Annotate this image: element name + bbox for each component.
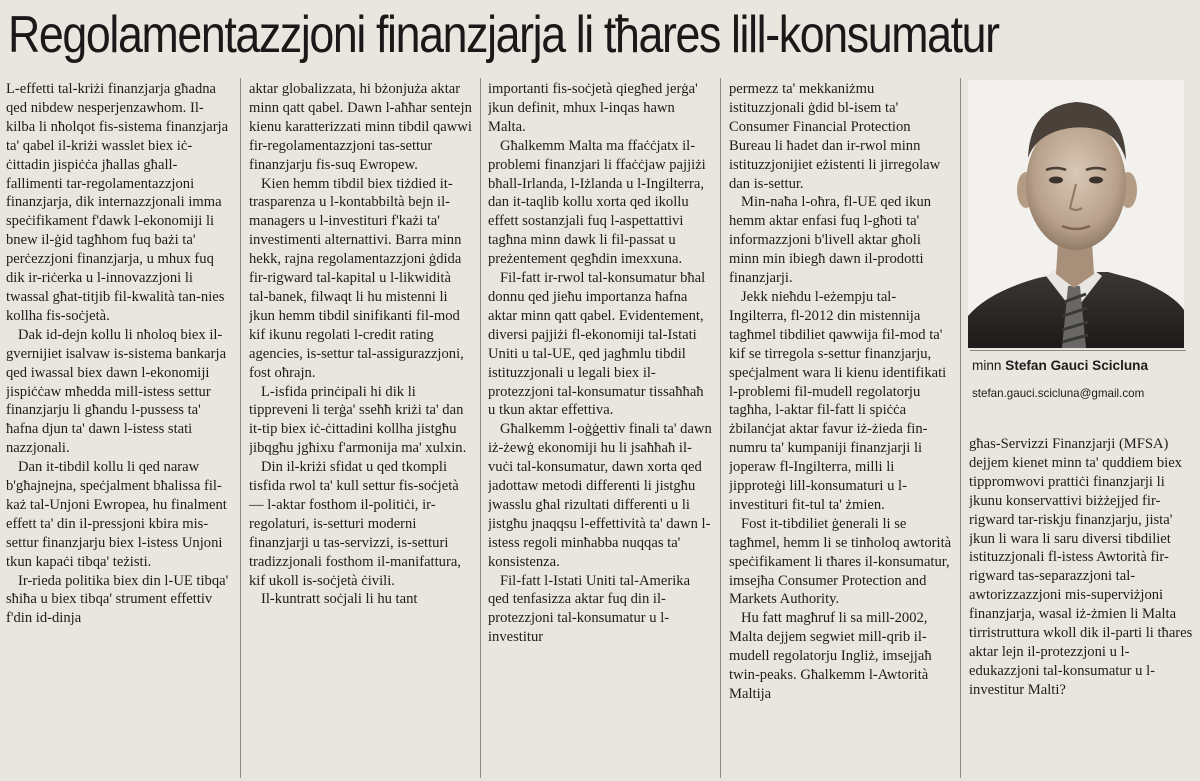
paragraph: aktar globalizzata, hi bżonjuża aktar minn qatt qabel. Dawn l-aħħar sentejn kienu karatterizzati minn tibdil qawwi fir-regolamentazzjoni tas-settur finanzjarju fis-suq Ewropew. <box>249 81 472 173</box>
column-divider <box>720 78 721 778</box>
column-divider <box>480 78 481 778</box>
paragraph: Kien hemm tibdil biex tiżdied it-trasparenza u l-kontabbiltà bejn il-managers u l-investituri f'każi ta' investimenti alternattivi. Barra minn hekk, rajna regolamentazzjoni ġdida fir-rigward tal-kapital u l-likwidità tal-banek, filwaqt li hu mistenni li jkun hemm tibdil sinifikanti fil-mod kif ikunu regolati l-credit rating agencies, is-settur tal-assigurazzjoni, fost oħrajn. <box>249 175 464 381</box>
paragraph: permezz ta' mekkaniżmu istituzzjonali ġdid bl-isem ta' Consumer Financial Protection Bureau li ħadet dan ir-rwol minn istituzzjonijiet eżistenti li jirregolaw dan is-settur. <box>729 81 941 192</box>
paragraph: Fil-fatt ir-rwol tal-konsumatur bħal donnu qed jieħu importanza ħafna aktar minn qatt qabel. Evidentement, diversi pajjiżi fl-ekonomiji tal-Istati Uniti u tal-UE, qed jagħmlu tibdil istituzzjonali u legali biex il-protezzjoni tal-konsumatur tissaħħaħ u tkun aktar effettiva. <box>488 270 706 419</box>
paragraph: Dak id-dejn kollu li nħoloq biex il-gvernijiet isalvaw is-sistema bankarja qed iwassal biex dawn l-ekonomiji jispiċċaw mħedda mill-istess settur finanzjarju li għandu l-pussess ta' ħafna djun ta' dawn l-istess stati nazzjonali. <box>6 326 227 457</box>
article-column-4 <box>729 80 953 780</box>
column-divider <box>960 78 961 778</box>
byline-divider <box>970 350 1186 351</box>
article-column-3 <box>488 80 712 780</box>
article-column-5 <box>969 435 1197 781</box>
article-column-2 <box>249 80 473 780</box>
paragraph: L-isfida prinċipali hi dik li tippreveni li terġa' sseħħ kriżi ta' dan it-tip biex iċ-ċittadini kollha jistgħu jibqgħu jgħixu f'armonija ma' xulxin. <box>249 383 467 457</box>
paragraph: għas-Servizzi Finanzjarji (MFSA) dejjem kienet minn ta' quddiem biex tippromwovi prattiċi finanzjarji li jkunu konservattivi biżżejjed fir-rigward tar-riskju finanzjarju, jista' jkun li wara li saru diversi tibdiliet istituzzjonali fl-istess Awtorità fir-rigward tas-separazzjoni tal-awtorizzazzjoni mis-superviżjoni finanzjarja, wasal iż-żmien li Malta tirristruttura wkoll dik il-parti li tħares aktar lejn il-protezzjoni u l-edukazzjoni tal-konsumatur u l-investitur Malti? <box>969 436 1193 698</box>
paragraph: importanti fis-soċjetà qiegħed jerġa' jkun definit, mhux l-inqas hawn Malta. <box>488 81 698 135</box>
paragraph: Ir-rieda politika biex din l-UE tibqa' sħiħa u biex tibqa' strument effettiv f'din id-dinja <box>6 572 229 627</box>
paragraph: Għalkemm Malta ma ffaċċjatx il-problemi finanzjari li ffaċċjaw pajjiżi bħall-Irlanda, l-Iżlanda u l-Ingilterra, dan it-taqlib kollu xorta qed ikollu effett sostanzjali fuq l-aspettattivi tagħna minn dawk li fil-passat u preżentement qegħdin imexxuna. <box>488 137 706 268</box>
author-name: Stefan Gauci Scicluna <box>1005 358 1149 373</box>
byline-prefix: minn <box>972 358 1002 373</box>
author-email: stefan.gauci.scicluna@gmail.com <box>972 387 1145 400</box>
paragraph: Il-kuntratt soċjali li hu tant <box>261 591 418 608</box>
paragraph: Għalkemm l-oġġettiv finali ta' dawn iż-żewġ ekonomiji hu li jsaħħaħ il-vuċi tal-konsumatur, dawn xorta qed jadottaw metodi differenti li jistgħu jwasslu għal rizultati differenti u li jistgħu jnaqqsu l-effettività ta' dawn l-istess regoli minħabba nuqqas ta' konsistenza. <box>488 421 712 570</box>
paragraph: Dan it-tibdil kollu li qed naraw b'għajnejna, speċjalment bħalissa fil-każ tal-Unjoni Ewropea, hu finalment effett ta' din il-pressjoni kbira mis-settur finanzjarju biex l-istess Unjoni tkun kapaċi tibqa' teżisti. <box>6 459 227 570</box>
column-divider <box>240 78 241 778</box>
author-portrait-icon <box>968 80 1184 348</box>
author-photo <box>968 80 1184 348</box>
paragraph: Fil-fatt l-Istati Uniti tal-Amerika qed tenfasizza aktar fuq din il-protezzjoni tal-konsumatur u l-investitur <box>488 572 691 646</box>
paragraph: Fost it-tibdiliet ġenerali li se tagħmel, hemm li se tinħoloq awtorità speċifikament li tħares il-konsumatur, imsejħa Consumer Protection and Markets Authority. <box>729 515 952 608</box>
paragraph: Jekk nieħdu l-eżempju tal-Ingilterra, fl-2012 din mistennija tagħmel tibdiliet qawwija fil-mod ta' kif se tirregola s-settur finanzjarju, speċjalment wara li kienu identifikati l-problemi fil-mudell regolatorju tagħha, l-aktar fil-fatt li spiċċa żbilanċjat aktar favur iż-żieda fin-numru ta' kumpaniji finanzjarji li joperaw fl-Ingilterra, milli li jipproteġi lill-konsumaturi u l-investituri fit-tul ta' żmien. <box>729 288 947 513</box>
paragraph: L-effetti tal-kriżi finanzjarja għadna qed nibdew nesperjenzawhom. Il-kilba li nħolqot fis-sistema finanzjarja ta' qabel il-kriżi wasslet biex iċ-ċittadin jispiċċa jħallas għall-fallimenti tar-regolamentazzjoni finanzjarja, dik internazzjonali imma speċifikament f'dawk l-ekonomiji li bnew il-ġid tagħhom fuq bażi ta' perċezzjoni finanzjarja, u mhux fuq dik ir-riċerka u l-innovazzjoni li twassal għat-titjib fil-kwalità tan-nies kollha fis-soċjetà. <box>6 81 229 324</box>
article-column-1 <box>6 80 230 780</box>
byline <box>972 358 1194 373</box>
paragraph: Din il-kriżi sfidat u qed tkompli tisfida rwol ta' kull settur fis-soċjetà — l-aktar fosthom il-politiċi, ir-regolaturi, is-setturi moderni finanzjarji u tas-servizzi, is-setturi tradizzjonali fosthom il-manifattura, kif ukoll is-soċjetà ċivili. <box>249 459 461 589</box>
paragraph: Min-naħa l-oħra, fl-UE qed ikun hemm aktar enfasi fuq l-għoti ta' informazzjoni b'livell aktar għoli minn min ibiegħ dawn il-prodotti finanzjarji. <box>729 194 932 287</box>
article-headline: Regolamentazzjoni finanzjarja li tħares lill-konsumatur <box>8 6 999 64</box>
paragraph: Hu fatt magħruf li sa mill-2002, Malta dejjem segwiet mill-qrib il-mudell regolatorju Ingliż, imsejjaħ twin-peaks. Għalkemm l-Awtorità Maltija <box>729 610 932 702</box>
